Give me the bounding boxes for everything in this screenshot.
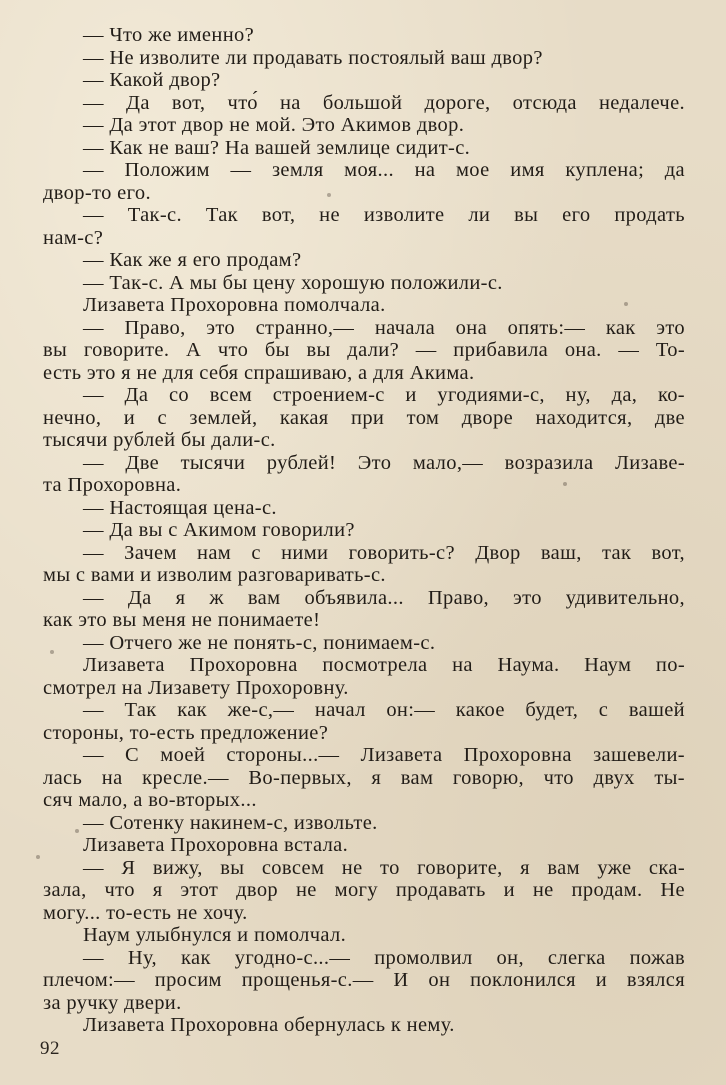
text-line: нечно, и с землей, какая при том дворе находится, две [43,406,685,429]
text-line: — Да этот двор не мой. Это Акимов двор. [83,114,465,136]
text-line: зала, что я этот двор не могу продавать и не продам. Не [43,879,685,901]
text-line: — С моей стороны...— Лизавета Прохоровна зашевели- [83,744,685,766]
text-line: Лизавета Прохоровна посмотрела на Наума. Наум по- [83,654,685,676]
text-line: — Да со всем строением-с и угодиями-с, ну, да, ко- [83,384,685,406]
text-line: — Так как же-с,— начал он:— какое будет, с вашей [83,699,685,721]
text-line: Лизавета Прохоровна помолчала. [83,294,386,316]
text-line: как это вы меня не понимаете! [43,609,321,631]
text-line: — Да я ж вам объявила... Право, это удивительно, [83,586,685,609]
text-line: смотрел на Лизавету Прохоровну. [43,676,349,699]
text-line: мы с вами и изволим разговаривать-с. [43,564,386,586]
text-line: — Что же именно? [83,24,255,46]
text-line: — Я вижу, вы совсем не то говорите, я вам уже ска- [83,856,685,879]
text-line: — Ну, как угодно-с...— промолвил он, слегка пожав [83,946,685,969]
text-line: двор-то его. [43,181,151,204]
text-line: — Да вы с Акимом говорили? [83,519,355,541]
text-line: — Да вот, что́ на большой дороге, отсюда недалече. [83,91,685,114]
paper-speck [327,193,331,197]
text-line: — Отчего же не понять-с, понимаем-с. [83,631,436,654]
text-line: Наум улыбнулся и помолчал. [83,924,347,946]
text-line: стороны, то-есть предложение? [43,721,329,744]
text-line: лась на кресле.— Во-первых, я вам говорю, что двух ты- [43,766,685,789]
text-line: — Зачем нам с ними говорить-с? Двор ваш, так вот, [83,541,685,564]
text-line: тысячи рублей бы дали-с. [43,429,276,451]
paper-speck [50,650,54,654]
text-line: Лизавета Прохоровна встала. [83,834,349,856]
text-line: — Так-с. Так вот, не изволите ли вы его продать [83,204,685,226]
text-line: — Как же я его продам? [83,249,302,271]
page-text [43,24,685,1037]
page-number: 92 [40,1038,60,1059]
paper-speck [75,829,79,833]
text-line: — Две тысячи рублей! Это мало,— возразила Лизаве- [83,451,685,474]
text-line: могу... то-есть не хочу. [43,901,248,924]
text-line: — Сотенку накинем-с, извольте. [83,811,378,834]
paper-speck [36,855,40,859]
text-line: — Настоящая цена-с. [83,496,277,519]
text-line: — Право, это странно,— начала она опять:— как это [83,316,685,339]
paper-speck [624,302,628,306]
text-line: вы говорите. А что бы вы дали? — прибавила она. — То- [43,339,685,361]
text-line: та Прохоровна. [43,474,182,496]
text-line: — Положим — земля моя... на мое имя куплена; да [83,159,685,181]
text-line: — Так-с. А мы бы цену хорошую положили-с. [83,271,503,294]
text-line: плечом:— просим прощенья-с.— И он поклонился и взялся [43,969,685,991]
text-line: сяч мало, а во-вторых... [43,789,257,811]
text-line: — Как не ваш? На вашей землице сидит-с. [83,136,471,159]
text-line: нам-с? [43,226,104,249]
text-line: Лизавета Прохоровна обернулась к нему. [83,1014,455,1036]
text-line: есть это я не для себя спрашиваю, а для Акима. [43,361,475,384]
text-line: — Какой двор? [83,69,221,91]
paper-speck [563,482,567,486]
text-line: за ручку двери. [43,991,182,1014]
text-line: — Не изволите ли продавать постоялый ваш двор? [83,46,543,69]
